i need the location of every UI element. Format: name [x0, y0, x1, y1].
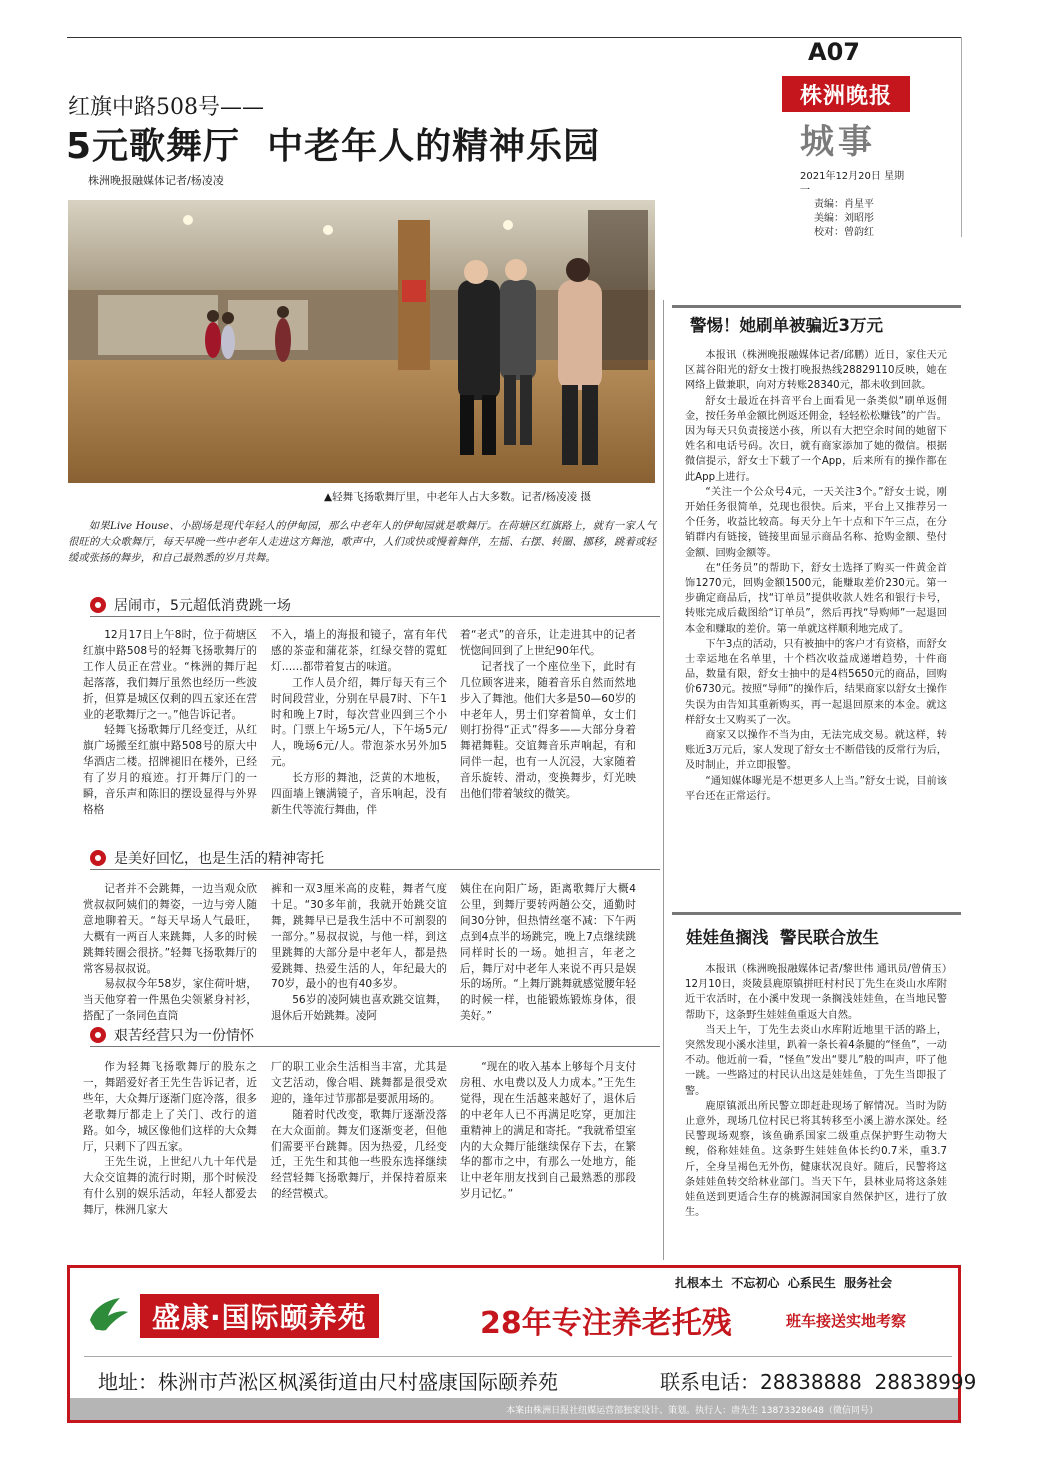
section-2-col-3: [460, 882, 636, 1025]
paragraph: 鹿原镇派出所民警立即赶赴现场了解情况。当时为防止意外，现场几位村民已将其转移至小溪上游水深处。经民警现场观察，该鱼确系国家二级重点保护野生动物大鲵，俗称娃娃鱼。这条野生娃娃鱼体长约0.7米，重3.7斤，全身呈褐色无外伤，健康状况良好。随后，民警将这条娃娃鱼转交给林业部门。当天下午，县林业局将这条娃娃鱼送到更适合生存的桃源洞国家自然保护区，进行了放生。: [685, 1100, 947, 1219]
paragraph: 裤和一双3厘米高的皮鞋，舞者气度十足。“30多年前，我就开始跳交谊舞，跳舞早已是我生活中不可割裂的一部分。”易叔叔说，与他一样，到这里跳舞的大部分是中老年人，都是热爱跳舞、热爱生活的人，年纪最大的70岁，最小的也有40多岁。: [271, 883, 447, 991]
sidebar-divider: [663, 300, 664, 1260]
paragraph: 王先生说，上世纪八九十年代是大众交谊舞的流行时期，那个时候没有什么别的娱乐活动，年轻人都爱去舞厅，株洲几家大: [83, 1156, 257, 1217]
paragraph: 本报讯（株洲晚报融媒体记者/邱鹏）近日，家住天元区蒿谷阳光的舒女士拨打晚报热线28829110反映，她在网络上做兼职，向对方转账28340元，都未收到回款。: [685, 350, 947, 392]
dance-hall-photo: [68, 200, 655, 483]
side-2-headline: 娃娃鱼搁浅 警民联合放生: [686, 928, 879, 947]
paragraph: 工作人员介绍，舞厅每天有三个时间段营业，分别在早晨7时、下午1时和晚上7时，每次营业四到三个小时。门票上午场5元/人，下午场5元/人，晚场6元/人。带泡茶水另外加5元。: [271, 676, 447, 769]
paragraph: 56岁的凌阿姨也喜欢跳交谊舞，退休后开始跳舞。凌阿: [271, 994, 447, 1023]
paragraph: 着“老式”的音乐，让走进其中的记者恍惚间回到了上世纪90年代。: [460, 629, 636, 657]
section-3-heading: [90, 1025, 254, 1045]
ad-address: 地址：株洲市芦淞区枫溪街道由尺村盛康国际颐养苑: [98, 1370, 558, 1394]
section-1-col-1: [83, 628, 257, 819]
side-2-top-rule: [672, 912, 961, 915]
lead-paragraph: 如果Live House、小剧场是现代年轻人的伊甸园，那么中老年人的伊甸园就是歌舞厅。在荷塘区红旗路上，就有一家人气很旺的大众歌舞厅，每天早晚一些中老年人走进这方舞池，歌声中，人们或快或慢着舞伴，左摇、右摆、转圈、挪移，跳着或轻缓或张扬的舞步，和自己最熟悉的岁月共舞。: [68, 520, 656, 564]
hand-logo-icon: [84, 1290, 132, 1342]
paper-logo: [782, 76, 910, 112]
page-number: A07: [808, 38, 860, 66]
paragraph: 舒女士最近在抖音平台上面看见一条类似“刷单返佣金，按任务单金额比例返还佣金，轻轻松松赚钱”的广告。因为每天只负责接送小孩，所以有大把空余时间的她留下姓名和电话号码。次日，就有商家添加了她的微信。根据微信提示，舒女士下载了一个App，后来所有的操作都在此App上进行。: [685, 395, 947, 483]
section-2-col-1: [83, 882, 257, 1025]
side-1-top-rule: [672, 305, 961, 308]
paragraph: “通知媒体曝光是不想更多人上当。”舒女士说，目前该平台还在正常运行。: [685, 775, 947, 802]
ad-footer-text: 本案由株洲日报社纽媒运营部独家设计、策划。执行人：唐先生 13873328648（微信同号）: [506, 1406, 878, 1416]
paragraph: 厂的职工业余生活相当丰富，尤其是文艺活动，像合唱、跳舞都是很受欢迎的，逢年过节那都是要派用场的。: [271, 1061, 447, 1105]
paragraph: 长方形的舞池，泛黄的木地板，四面墙上镶满镜子，音乐响起，没有新生代等流行舞曲，伴: [271, 772, 447, 816]
kicker: 红旗中路508号——: [68, 95, 264, 120]
advertisement: [67, 1265, 977, 1423]
paragraph: 易叔叔今年58岁，家住荷叶塘，当天他穿着一件黑色尖领紧身衬衫，搭配了一条同色直筒: [83, 978, 257, 1023]
paragraph: 下午3点的活动，只有被抽中的客户才有资格，而舒女士幸运地在名单里，十个档次收益成递增趋势，十件商品，数量有限，舒女士抽中的是4档5650元的商品，回购价6730元。按照“导师”的操作后，结果商家以舒女士操作失误为由告知其重新购买，再一起退回原来的本金。就这样舒女士又购买了一次。: [685, 638, 947, 726]
ad-inner-rule: [84, 1356, 952, 1357]
paragraph: 在“任务员”的帮助下，舒女士选择了购买一件黄金首饰1270元，回购金额1500元，能赚取差价230元。第一步确定商品后，找“订单员”提供收款人姓名和银行卡号，转账完成后截图给“订单员”，然后再找“导购师”一起退回本金和赚取的差价。第一单就这样顺利地完成了。: [685, 562, 947, 635]
section-bullet-icon: [90, 850, 106, 866]
ad-brand: 盛康·国际颐养苑: [140, 1294, 379, 1338]
section-3-col-1: [83, 1060, 257, 1219]
paragraph: “现在的收入基本上够每个月支付房租、水电费以及人力成本。”王先生觉得，现在生活越来越好了，退休后的中老年人已不再满足吃穿，更加注重精神上的满足和寄托。“我就希望室内的大众舞厅能继续保存下去，在繁华的都市之中，有那么一处地方，能让中老年朋友找到自己最熟悉的那段岁月记忆。”: [460, 1061, 636, 1201]
dance-hall-illustration: [68, 200, 655, 483]
ad-slogan: 扎根本土 不忘初心 心系民生 服务社会: [675, 1276, 893, 1290]
section-1-col-3: [460, 628, 636, 803]
paragraph: 商家又以操作不当为由，无法完成交易。就这样，转账近3万元后，家人发现了舒女士不断借钱的反常行为后，及时制止，并立即报警。: [685, 730, 947, 772]
paragraph: 记者并不会跳舞，一边当观众欣赏叔叔阿姨们的舞姿，一边与旁人随意地聊着天。“每天早场人气最旺，大概有一两百人来跳舞，人多的时候跳舞转圈会很挤。”轻舞飞扬歌舞厅的常客易叔叔说。: [83, 883, 257, 975]
section-bullet-icon: [90, 1027, 106, 1043]
hand-logo-graphic: [84, 1290, 132, 1338]
ad-tagline-main: 28年专注养老托残: [480, 1306, 732, 1341]
credit-proofreader: 校对：曾韵红: [814, 227, 874, 238]
paragraph: “关注一个公众号4元，一天关注3个。”舒女士说，刚开始任务很简单，兑现也很快。后来，平台上又推荐另一个任务，收益比较高。每天分上午十点和下午三点，在分销群内有链接，链接里面显示商品名称、抢购金额、垫付金额、回购金额等。: [685, 486, 947, 559]
credit-editor: 责编：肖星平: [814, 199, 874, 210]
section-1-heading: [90, 595, 291, 615]
section-name: 城事: [800, 122, 876, 162]
section-3-title: 艰苦经营只为一份情怀: [114, 1028, 254, 1044]
side-2-body: [685, 962, 947, 1220]
section-1-rule: [90, 616, 660, 617]
paragraph: 轻舞飞扬歌舞厅几经变迁，从红旗广场搬至红旗中路508号的原大中华酒店二楼。招牌褪旧在楼外，已经有了岁月的痕迹。打开舞厅门的一瞬，音乐声和陈旧的摆设显得与外界格格: [83, 724, 257, 816]
paragraph: 姨住在向阳广场，距离歌舞厅大概4公里，到舞厅要转两趟公交，通勤时间30分钟，但热情丝毫不减：下午两点到4点半的场跳完，晚上7点继续跳同样时长的一场。她担言，年老之后，舞厅对中老年人来说不再只是娱乐的场所。“上舞厅跳舞就感觉腰年轻的时候一样，也能锻炼锻炼身体，很美好。”: [460, 883, 636, 1023]
headline: 5元歌舞厅 中老年人的精神乐园: [66, 126, 601, 167]
paragraph: 当天上午，丁先生去炎山水库附近地里干活的路上，突然发现小溪水洼里，趴着一条长着4条腿的“怪鱼”，一动不动。他近前一看，“怪鱼”发出“婴儿”般的叫声，吓了他一跳。一些路过的村民认出这是娃娃鱼，丁先生当即报了警。: [685, 1024, 947, 1097]
credits-block: [800, 170, 910, 240]
side-1-body: [685, 348, 947, 804]
paragraph: 12月17日上午8时，位于荷塘区红旗中路508号的轻舞飞扬歌舞厅的工作人员正在营业。“株洲的舞厅起起落落，我们舞厅虽然也经历一些波折，但算是城区仅剩的四五家还在营业的老歌舞厅之一。”他告诉记者。: [83, 629, 257, 721]
paragraph: 不入，墙上的海报和镜子，富有年代感的茶壶和蒲花茶，红绿交替的霓虹灯……都带着复古的味道。: [271, 629, 447, 673]
photo-caption: ▲轻舞飞扬歌舞厅里，中老年人占大多数。记者/杨凌凌 摄: [324, 491, 591, 503]
section-2-rule: [90, 869, 660, 870]
section-1-title: 居闹市，5元超低消费跳一场: [114, 598, 291, 614]
byline: 株洲晚报融媒体记者/杨凌凌: [88, 174, 224, 187]
paragraph: 记者找了一个座位坐下，此时有几位顾客进来，随着音乐自然而然地步入了舞池。他们大多是50—60岁的中老年人，男士们穿着简单，女士们则打扮得“正式”得多——大部分身着舞裙舞鞋。交谊舞音乐声响起，有和同伴一起，也有一人沉浸，大家随着音乐旋转、滑动，变换舞步，灯光映出他们带着皱纹的微笑。: [460, 660, 636, 801]
paragraph: 作为轻舞飞扬歌舞厅的股东之一，舞蹈爱好者王先生告诉记者，近些年，大众舞厅逐渐门庭冷落，很多老歌舞厅都走上了关门、改行的道路。如今，城区像他们这样的大众舞厅，只剩下了四五家。: [83, 1061, 257, 1153]
header-right-rule: [961, 37, 962, 237]
section-2-title: 是美好回忆，也是生活的精神寄托: [114, 851, 324, 867]
ad-phone: 联系电话：28838888 28838999: [660, 1370, 977, 1394]
paragraph: 随着时代改变，歌舞厅逐渐没落在大众面前。舞友们逐渐变老，但他们需要平台跳舞。因为热爱，几经变迁，王先生和其他一些股东选择继续经营轻舞飞扬歌舞厅，并保持着原来的经营模式。: [271, 1108, 447, 1201]
section-2-col-2: [271, 882, 447, 1025]
ad-footer-bar: [70, 1398, 958, 1420]
ad-tagline-sub: 班车接送实地考察: [786, 1312, 907, 1330]
section-3-rule: [90, 1046, 660, 1047]
paper-name: 株洲晚报: [799, 82, 892, 109]
section-3-col-2: [271, 1060, 447, 1203]
date-line: 2021年12月20日 星期一: [800, 171, 905, 196]
section-1-col-2: [271, 628, 447, 819]
section-bullet-icon: [90, 597, 106, 613]
paragraph: 本报讯（株洲晚报融媒体记者/黎世伟 通讯员/曾倩玉）12月10日，炎陵县鹿原镇拼旺村村民丁先生在炎山水库附近干农活时，在小溪中发现一条搁浅娃娃鱼，在当地民警帮助下，这条野生娃娃鱼重返大自然。: [685, 964, 947, 1021]
credit-designer: 美编：刘昭彤: [814, 213, 874, 224]
side-1-headline: 警惕！她刷单被骗近3万元: [690, 316, 883, 335]
section-2-heading: [90, 848, 324, 868]
section-3-col-3: [460, 1060, 636, 1203]
